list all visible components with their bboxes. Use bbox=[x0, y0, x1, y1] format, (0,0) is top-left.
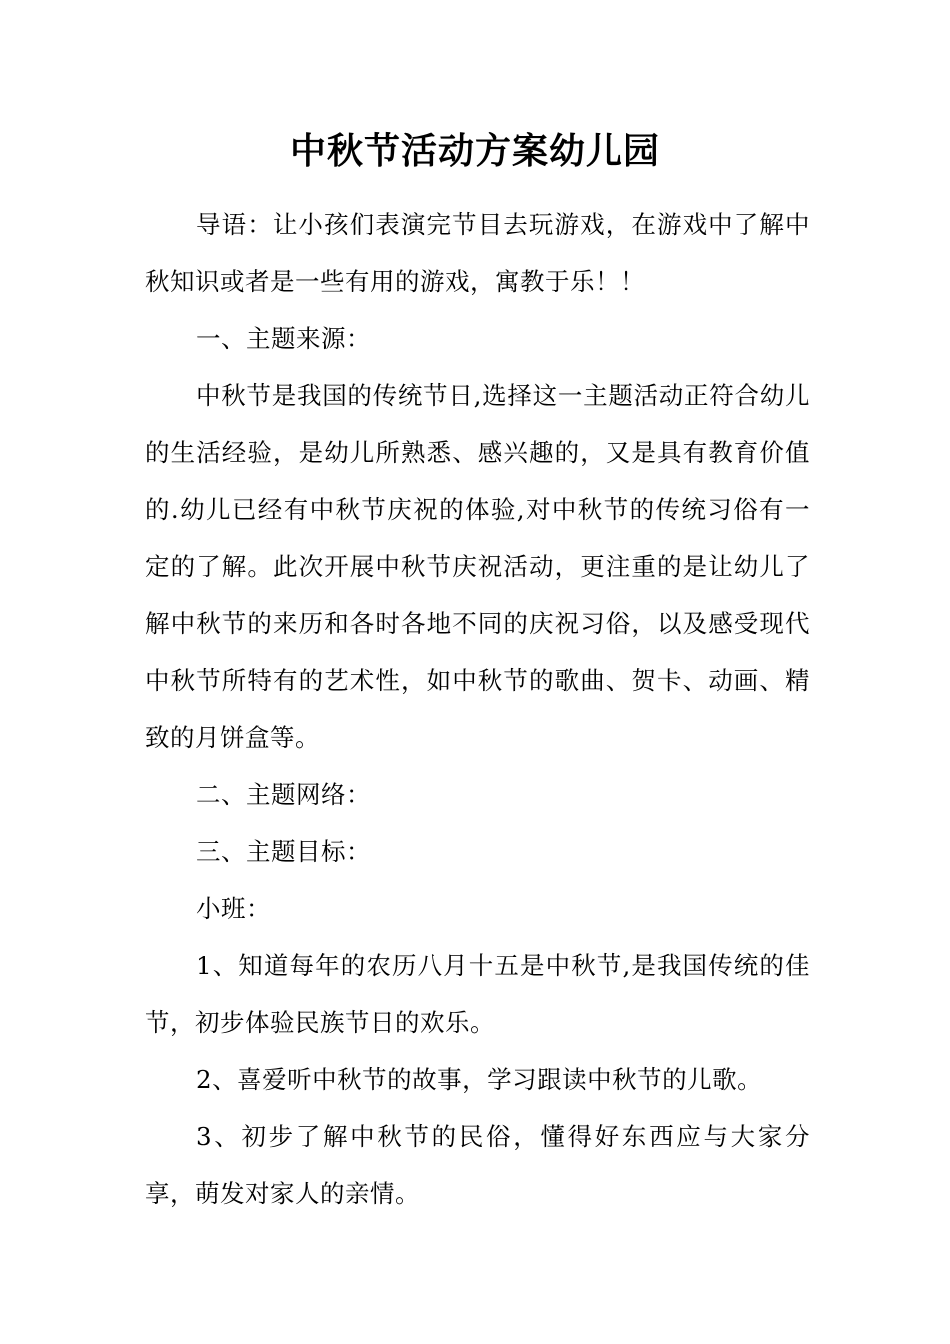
goal-item-2: 2、喜爱听中秋节的故事，学习跟读中秋节的儿歌。 bbox=[196, 1065, 763, 1094]
paragraph-intro: 导语：让小孩们表演完节目去玩游戏，在游戏中了解中秋知识或者是一些有用的游戏，寓教于乐！！ bbox=[145, 210, 810, 296]
heading-theme-source: 一、主题来源： bbox=[196, 324, 371, 353]
heading-theme-network: 二、主题网络： bbox=[196, 780, 371, 809]
document-body bbox=[145, 196, 810, 1222]
goal-item-1: 1、知道每年的农历八月十五是中秋节,是我国传统的佳节，初步体验民族节日的欢乐。 bbox=[145, 951, 810, 1037]
heading-small-class: 小班： bbox=[196, 894, 271, 923]
goal-item-3: 3、初步了解中秋节的民俗，懂得好东西应与大家分享，萌发对家人的亲情。 bbox=[145, 1122, 810, 1208]
paragraph-theme-source: 中秋节是我国的传统节日,选择这一主题活动正符合幼儿的生活经验，是幼儿所熟悉、感兴趣的，又是具有教育价值的.幼儿已经有中秋节庆祝的体验,对中秋节的传统习俗有一定的了解。此次开展中秋节庆祝活动，更注重的是让幼儿了解中秋节的来历和各时各地不同的庆祝习俗，以及感受现代中秋节所特有的艺术性，如中秋节的歌曲、贺卡、动画、精致的月饼盒等。 bbox=[145, 381, 810, 752]
heading-theme-goals: 三、主题目标： bbox=[196, 837, 371, 866]
document-title: 中秋节活动方案幼儿园 bbox=[289, 131, 660, 172]
